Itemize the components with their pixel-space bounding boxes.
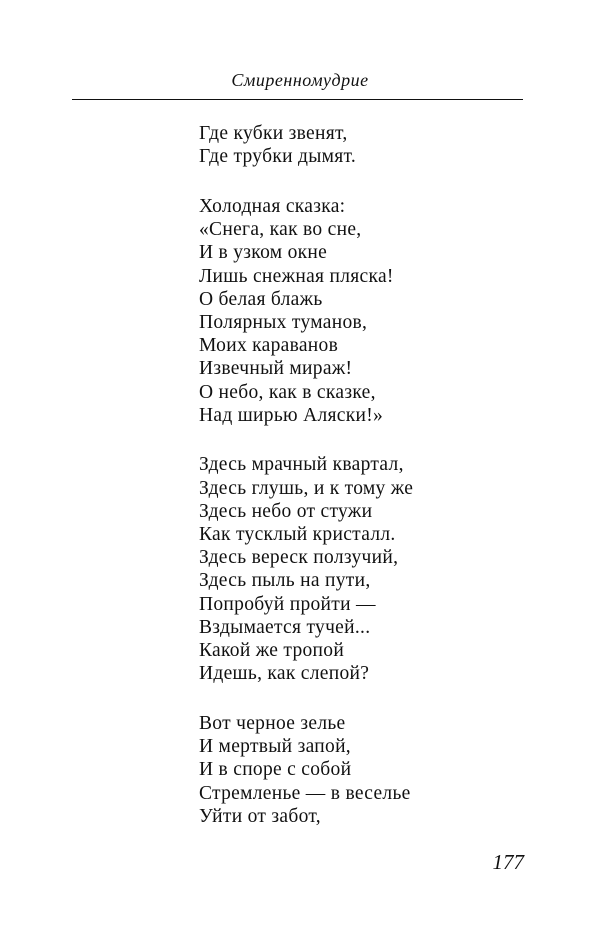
poem-line: Какой же тропой bbox=[199, 640, 345, 662]
poem-line: Здесь глушь, и к тому же bbox=[199, 477, 414, 499]
poem-line: Где трубки дымят. bbox=[199, 146, 357, 168]
poem-line: И мертвый запой, bbox=[199, 736, 351, 758]
poem-line: Полярных туманов, bbox=[199, 311, 368, 333]
poem-line: И в узком окне bbox=[199, 242, 328, 264]
poem-line: Здесь небо от стужи bbox=[199, 500, 373, 522]
poem-line: Как тусклый кристалл. bbox=[199, 524, 396, 546]
header-divider bbox=[72, 99, 523, 100]
stanza-3 bbox=[199, 453, 559, 685]
poem-line: Здесь мрачный квартал, bbox=[199, 454, 404, 476]
poem-line: «Снега, как во сне, bbox=[199, 219, 362, 241]
poem-line: Вздымается тучей... bbox=[199, 616, 371, 638]
poem-line: О белая блажь bbox=[199, 288, 323, 310]
poem-line: Над ширью Аляски!» bbox=[199, 404, 384, 426]
poem-line: Попробуй пройти — bbox=[199, 593, 376, 615]
poem-line: Лишь снежная пляска! bbox=[199, 265, 394, 287]
page-number: 177 bbox=[492, 850, 524, 874]
poem-line: Вот черное зелье bbox=[199, 712, 346, 734]
poem-line: И в споре с собой bbox=[199, 759, 352, 781]
poem-line: О небо, как в сказке, bbox=[199, 381, 376, 403]
poem-line: Здесь вереск ползучий, bbox=[199, 547, 399, 569]
poem-line: Идешь, как слепой? bbox=[199, 663, 370, 685]
poem-line: Уйти от забот, bbox=[199, 805, 321, 827]
poem-line: Извечный мираж! bbox=[199, 358, 353, 380]
poem-body bbox=[199, 122, 559, 854]
stanza-4 bbox=[199, 712, 559, 828]
poem-line: Где кубки звенят, bbox=[199, 123, 348, 144]
poem-line: Здесь пыль на пути, bbox=[199, 570, 371, 592]
stanza-2 bbox=[199, 195, 559, 427]
stanza-1 bbox=[199, 122, 559, 168]
poem-line: Моих караванов bbox=[199, 335, 339, 357]
poem-line: Стремленье — в веселье bbox=[199, 782, 411, 804]
poem-line: Холодная сказка: bbox=[199, 195, 346, 217]
running-header: Смиренномудрие bbox=[231, 70, 369, 90]
